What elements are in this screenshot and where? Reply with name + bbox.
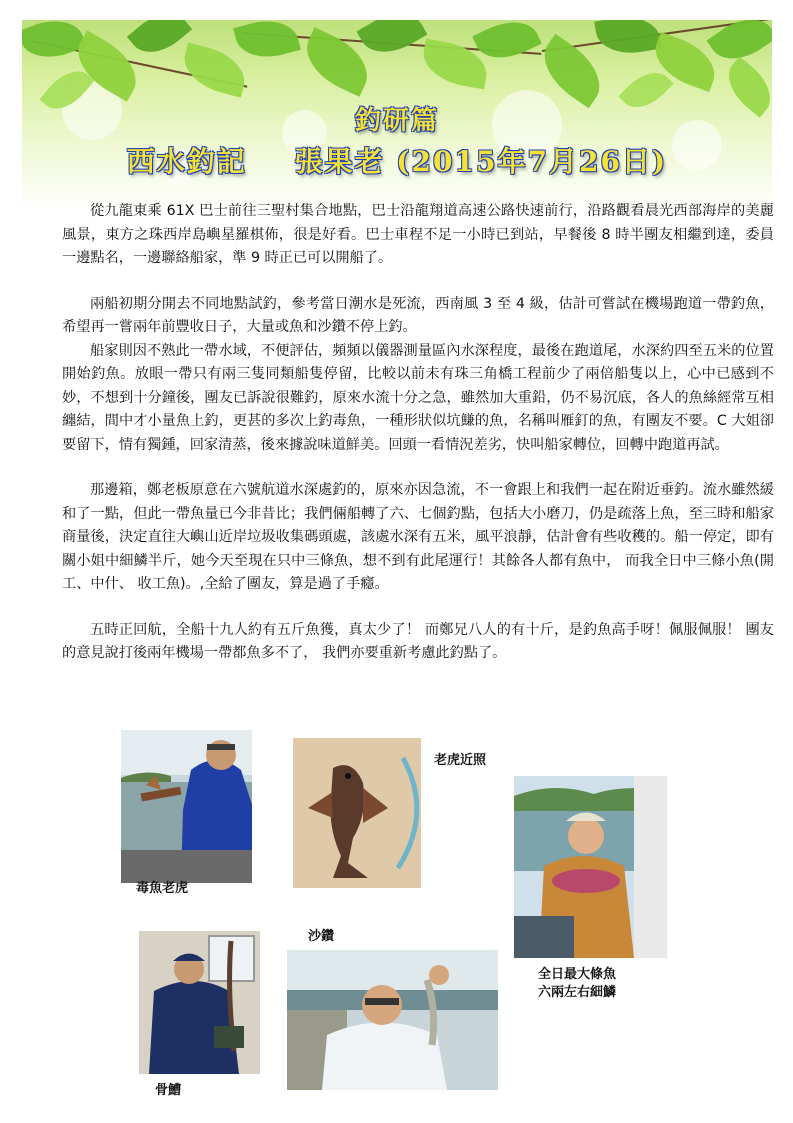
leaf-decoration: [357, 20, 428, 64]
caption-photo-3-line1: 全日最大條魚: [538, 967, 617, 982]
caption-photo-3: [538, 966, 616, 1002]
leaf-decoration: [472, 20, 542, 69]
leaf-decoration: [22, 20, 87, 67]
leaf-decoration: [594, 20, 662, 59]
paragraph: 那邊箱，鄭老板原意在六號航道水深處釣的，原來亦因急流，不一會跟上和我們一起在附近垂釣。流水雖然緩和了一點，但此一帶魚量已今非昔比；我們倆船轉了六、七個釣點，包括大小磨刀，仍是疏落上魚，至三時和船家商量後，決定直往大嶼山近岸垃圾收集碼頭處，該處水深有五米，風平浪靜，估計會有些收穫的。船一停定，即有關小姐中細鱗半斤，她今天至現在只中三條魚，想不到有此尾運行！其餘各人都有魚中， 而我全日中三條小魚(開工、中什、 收工魚)。,全給了團友，算是過了手癮。: [62, 482, 774, 592]
photo-man-smiling-with-fish: [287, 950, 498, 1090]
caption-photo-3-line2: 六兩左右細鱗: [538, 985, 617, 1000]
caption-photo-2: 老虎近照: [434, 753, 487, 768]
paragraph: 船家則因不熟此一帶水域，不便評估，頻頻以儀器測量區內水深程度，最後在跑道尾，水深約四至五米的位置開始釣魚。放眼一帶只有兩三隻同類船隻停留，比較以前未有珠三角橋工程前少了兩倍船隻以上，心中已感到不妙，不想到十分鐘後，團友已訴說很難釣，原來水流十分之急，雖然加大重鉛，仍不易沉底，各人的魚絲經常互相纏結，間中才小量魚上釣，更甚的多次上釣毒魚，一種形狀似坑鰜的魚，名稱叫雁釘的魚，有團友不要。C 大姐卻要留下，情有獨鍾，回家清蒸，後來據說味道鮮美。回頭一看情況差劣，快叫船家轉位，回轉中跑道再試。: [62, 342, 774, 453]
photo-man-with-eel: [139, 931, 260, 1074]
paragraph: 五時正回航，全船十九人約有五斤魚獲，真太少了！ 而鄭兄八人的有十斤，是釣魚高手呀！佩服佩服！ 團友的意見說打後兩年機場一帶都魚多不了， 我們亦要重新考慮此釣點了。: [62, 621, 774, 661]
article-body: [62, 200, 774, 666]
caption-photo-5: 沙鑽: [308, 929, 335, 944]
leaf-decoration: [178, 42, 251, 97]
photo-fish-closeup: [293, 738, 421, 888]
caption-photo-1: 毒魚老虎: [136, 881, 189, 896]
photo-woman-holding-fish: [514, 776, 667, 958]
photo-man-holding-fish: [121, 730, 252, 883]
paragraph: 兩船初期分開去不同地點試釣，參考當日潮水是死流，西南風 3 至 4 級，估計可嘗試在機場跑道一帶釣魚，希望再一嘗兩年前豐收日子，大量或魚和沙鑽不停上釣。: [62, 295, 774, 335]
paragraph: 從九龍東乘 61X 巴士前往三聖村集合地點，巴士沿龍翔道高速公路快速前行，沿路觀看晨光西部海岸的美麗風景，東方之珠西岸島嶼星羅棋佈，很是好看。巴士車程不足一小時已到站，早餐後 8 時半團友相繼到達，委員一邊點名，一邊聯絡船家，準 9 時正已可以開船了。: [62, 203, 774, 266]
leaf-decoration: [127, 20, 192, 64]
page-title: [22, 140, 772, 180]
section-kicker: 釣研篇: [354, 106, 439, 136]
leaf-decoration: [233, 20, 301, 65]
author-date: 張果老 (2015年7月26日): [294, 145, 668, 178]
caption-photo-4: 骨鰽: [155, 1083, 182, 1098]
article-title: 西水釣記: [126, 145, 247, 178]
header-banner: [22, 20, 772, 210]
